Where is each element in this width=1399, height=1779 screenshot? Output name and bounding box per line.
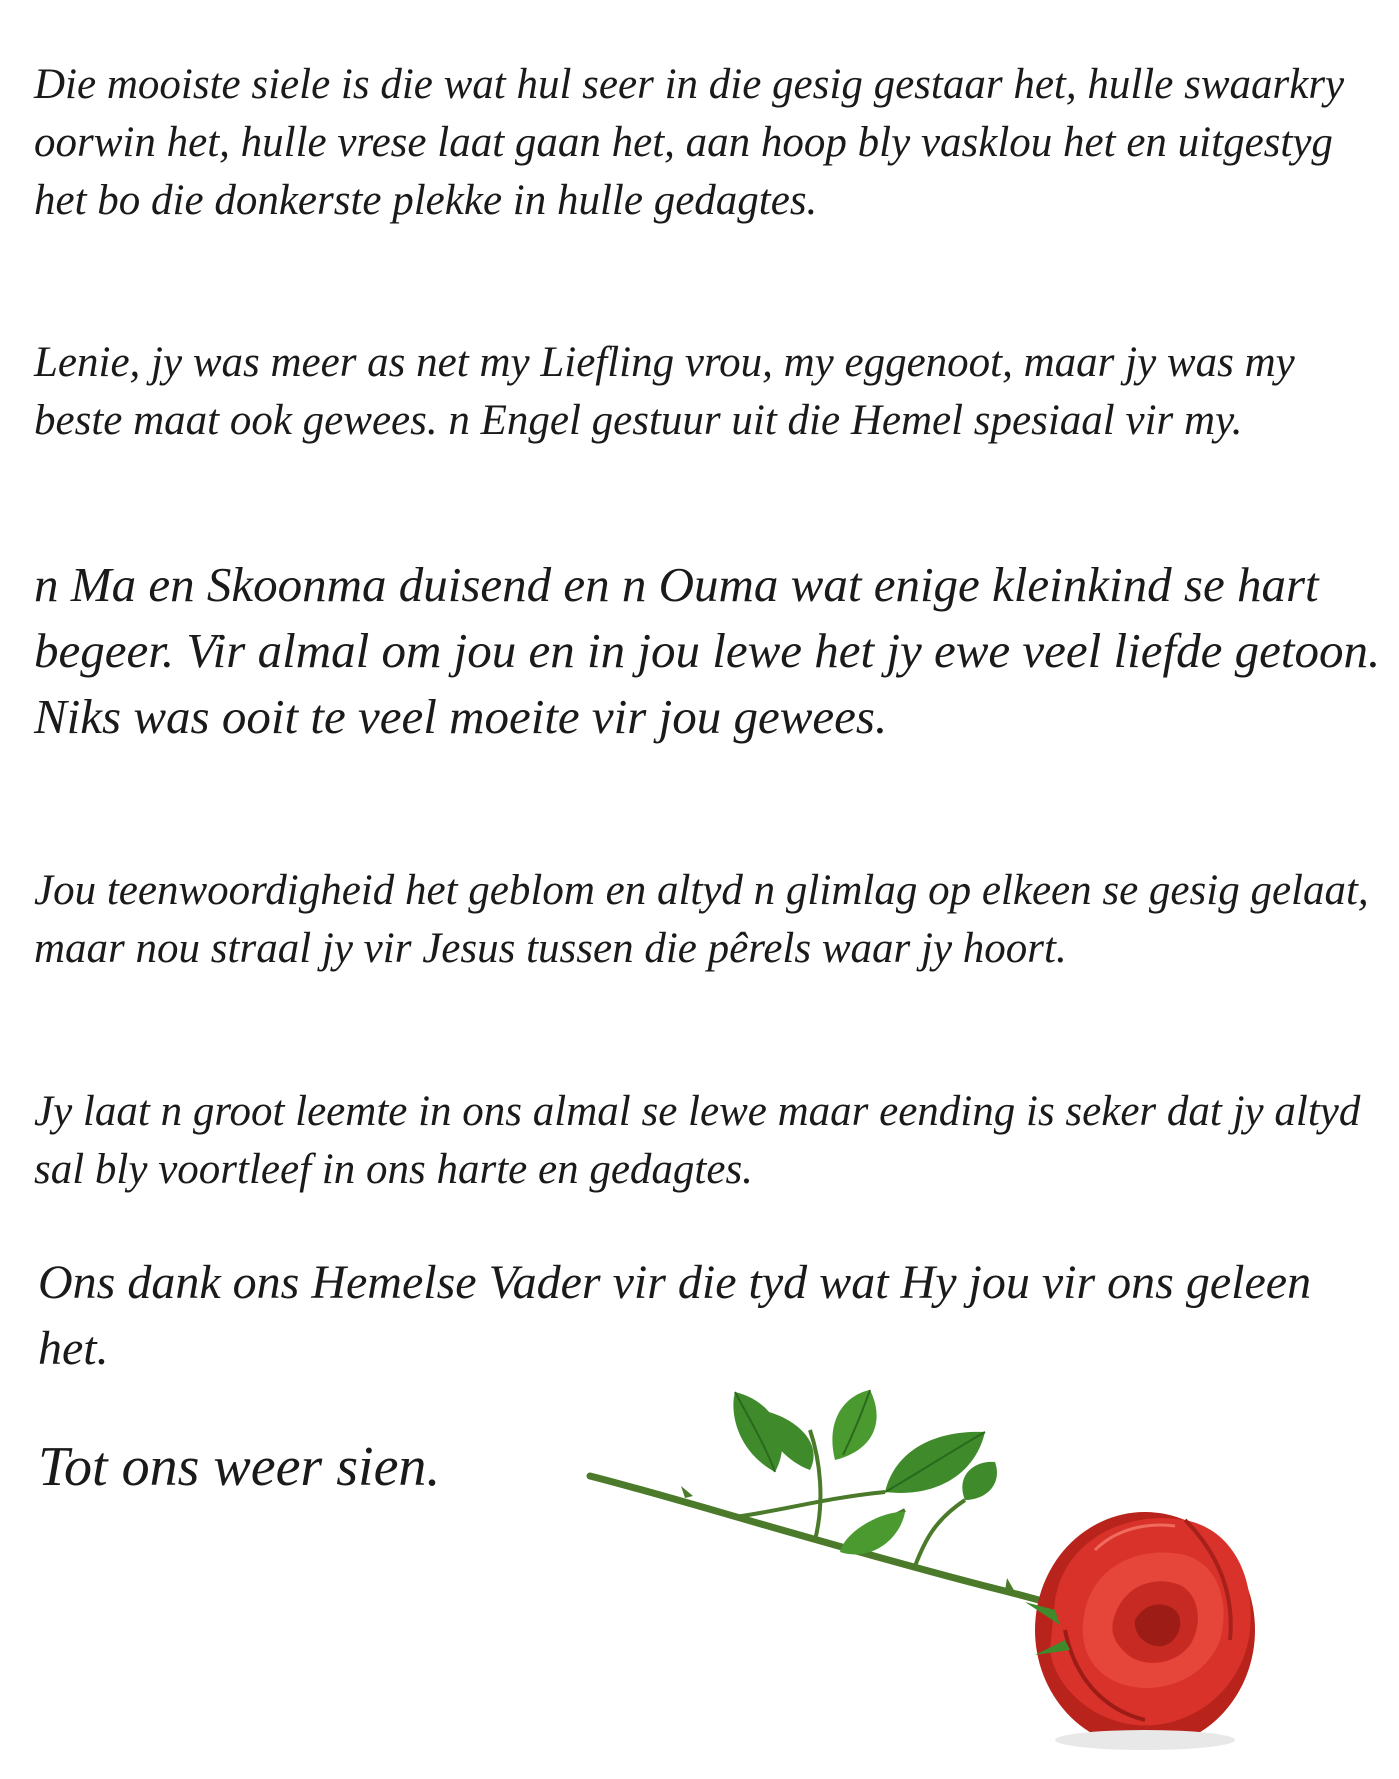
paragraph-mother: n Ma en Skoonma duisend en n Ouma wat enige kleinkind se hart begeer. Vir almal om jou en in jou lewe het jy ewe veel liefde getoon. Niks was ooit te veel moeite vir jou gewees. — [34, 557, 1381, 744]
paragraph-void: Jy laat n groot leemte in ons almal se lewe maar eending is seker dat jy altyd sal bly voortleef in ons harte en gedagtes. — [34, 1088, 1361, 1193]
paragraph-farewell: Tot ons weer sien. — [38, 1436, 441, 1498]
paragraph-lenie: Lenie, jy was meer as net my Liefling vrou, my eggenoot, maar jy was my beste maat ook gewees. n Engel gestuur uit die Hemel spesiaal vir my. — [34, 339, 1295, 444]
paragraph-souls: Die mooiste siele is die wat hul seer in die gesig gestaar het, hulle swaarkry oorwin het, hulle vrese laat gaan het, aan hoop bly vasklou het en uitgestyg het bo die donkerste plekke in hulle gedagtes. — [34, 61, 1345, 224]
rose-head — [1025, 1512, 1255, 1748]
rose-illustration-icon — [585, 1380, 1265, 1760]
paragraph-thanks: Ons dank ons Hemelse Vader vir die tyd wat Hy jou vir ons geleen het. — [38, 1256, 1312, 1375]
paragraph-presence: Jou teenwoordigheid het geblom en altyd n glimlag op elkeen se gesig gelaat, maar nou straal jy vir Jesus tussen die pêrels waar jy hoort. — [34, 867, 1369, 972]
